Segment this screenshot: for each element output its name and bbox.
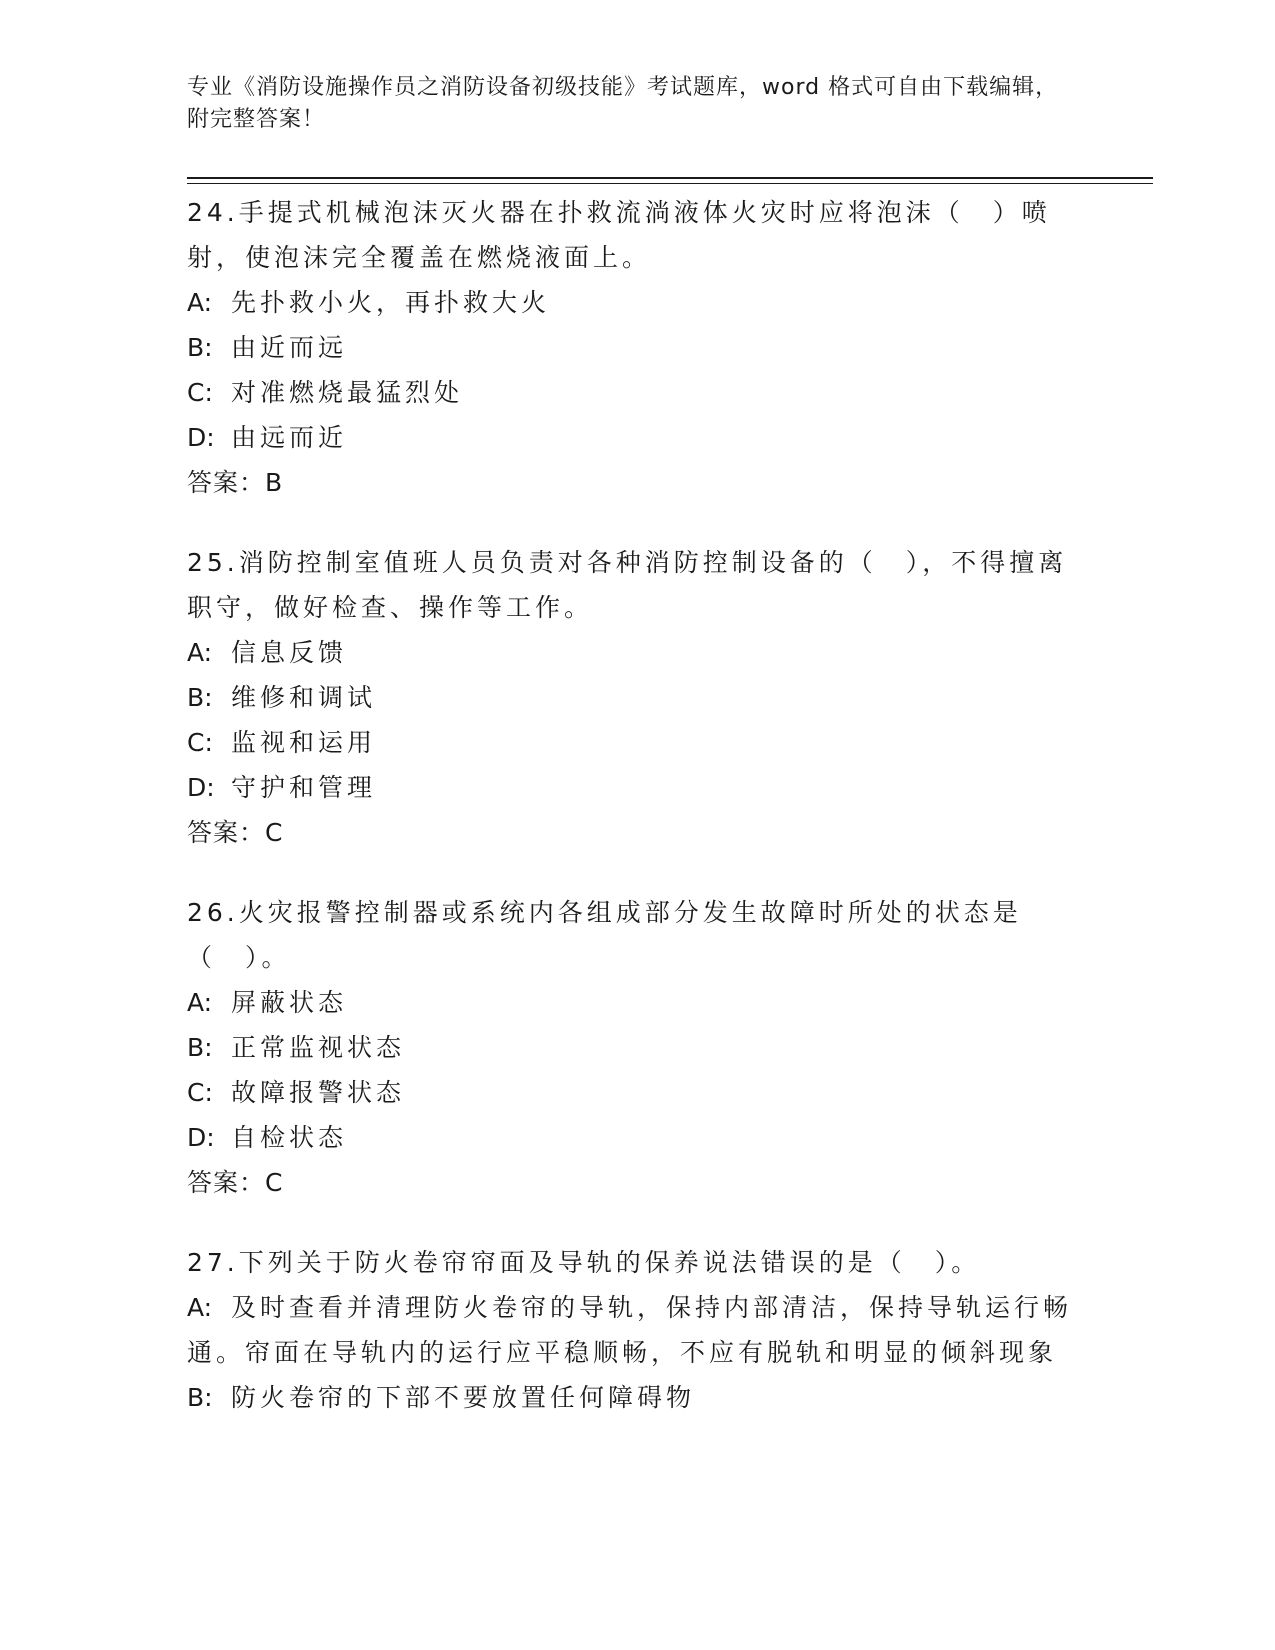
option-letter: C: <box>187 728 213 757</box>
document-header: 专业《消防设施操作员之消防设备初级技能》考试题库，word 格式可自由下载编辑，附完整答案！ <box>187 75 1059 132</box>
question-stem: 24.手提式机械泡沫灭火器在扑救流淌液体火灾时应将泡沫（ ）喷射，使泡沫完全覆盖在燃烧液面上。 <box>187 198 1051 272</box>
option-letter: C: <box>187 378 213 407</box>
option-d <box>187 1115 1087 1160</box>
option-b <box>187 1025 1087 1070</box>
answer-line <box>187 460 1087 505</box>
option-b <box>187 325 1087 370</box>
question-stem: 26.火灾报警控制器或系统内各组成部分发生故障时所处的状态是（ ）。 <box>187 898 1022 972</box>
answer-label: 答案： <box>187 818 266 847</box>
option-text: 及时查看并清理防火卷帘的导轨，保持内部清洁，保持导轨运行畅通。帘面在导轨内的运行应平稳顺畅，不应有脱轨和明显的倾斜现象 <box>187 1293 1073 1367</box>
question-27 <box>187 1240 1087 1420</box>
answer-line <box>187 1160 1087 1205</box>
option-text: 先扑救小火，再扑救大火 <box>231 288 551 317</box>
option-letter: B: <box>187 1033 213 1062</box>
option-letter: B: <box>187 1383 213 1412</box>
option-text: 自检状态 <box>231 1123 348 1152</box>
option-letter: D: <box>187 423 215 452</box>
option-a <box>187 1285 1087 1375</box>
answer-value: C <box>265 818 283 847</box>
question-stem: 25.消防控制室值班人员负责对各种消防控制设备的（ ），不得擅离职守，做好检查、操作等工作。 <box>187 548 1068 622</box>
option-b <box>187 1375 1087 1420</box>
option-text: 信息反馈 <box>231 638 348 667</box>
option-c <box>187 1070 1087 1115</box>
option-letter: B: <box>187 683 213 712</box>
option-text: 防火卷帘的下部不要放置任何障碍物 <box>231 1383 696 1412</box>
option-a <box>187 280 1087 325</box>
answer-line <box>187 810 1087 855</box>
option-letter: A: <box>187 638 213 667</box>
option-d <box>187 765 1087 810</box>
question-26 <box>187 890 1087 1205</box>
header-divider-thick <box>187 177 1153 179</box>
option-a <box>187 630 1087 675</box>
question-stem: 27.下列关于防火卷帘帘面及导轨的保养说法错误的是（ ）。 <box>187 1248 981 1277</box>
question-24 <box>187 190 1087 505</box>
option-letter: A: <box>187 988 213 1017</box>
option-text: 监视和运用 <box>231 728 377 757</box>
option-letter: C: <box>187 1078 213 1107</box>
option-letter: A: <box>187 1293 213 1322</box>
option-letter: B: <box>187 333 213 362</box>
option-letter: D: <box>187 1123 215 1152</box>
option-letter: D: <box>187 773 215 802</box>
question-25 <box>187 540 1087 855</box>
option-text: 正常监视状态 <box>231 1033 406 1062</box>
option-text: 由远而近 <box>231 423 348 452</box>
option-text: 由近而远 <box>231 333 348 362</box>
option-c <box>187 370 1087 415</box>
option-letter: A: <box>187 288 213 317</box>
option-d <box>187 415 1087 460</box>
option-text: 守护和管理 <box>231 773 377 802</box>
option-text: 屏蔽状态 <box>231 988 348 1017</box>
header-divider-thin <box>187 183 1153 184</box>
option-text: 对准燃烧最猛烈处 <box>231 378 464 407</box>
option-text: 故障报警状态 <box>231 1078 406 1107</box>
answer-label: 答案： <box>187 1168 266 1197</box>
option-c <box>187 720 1087 765</box>
answer-value: C <box>265 1168 283 1197</box>
option-a <box>187 980 1087 1025</box>
answer-value: B <box>265 468 283 497</box>
option-text: 维修和调试 <box>231 683 377 712</box>
option-b <box>187 675 1087 720</box>
answer-label: 答案： <box>187 468 266 497</box>
